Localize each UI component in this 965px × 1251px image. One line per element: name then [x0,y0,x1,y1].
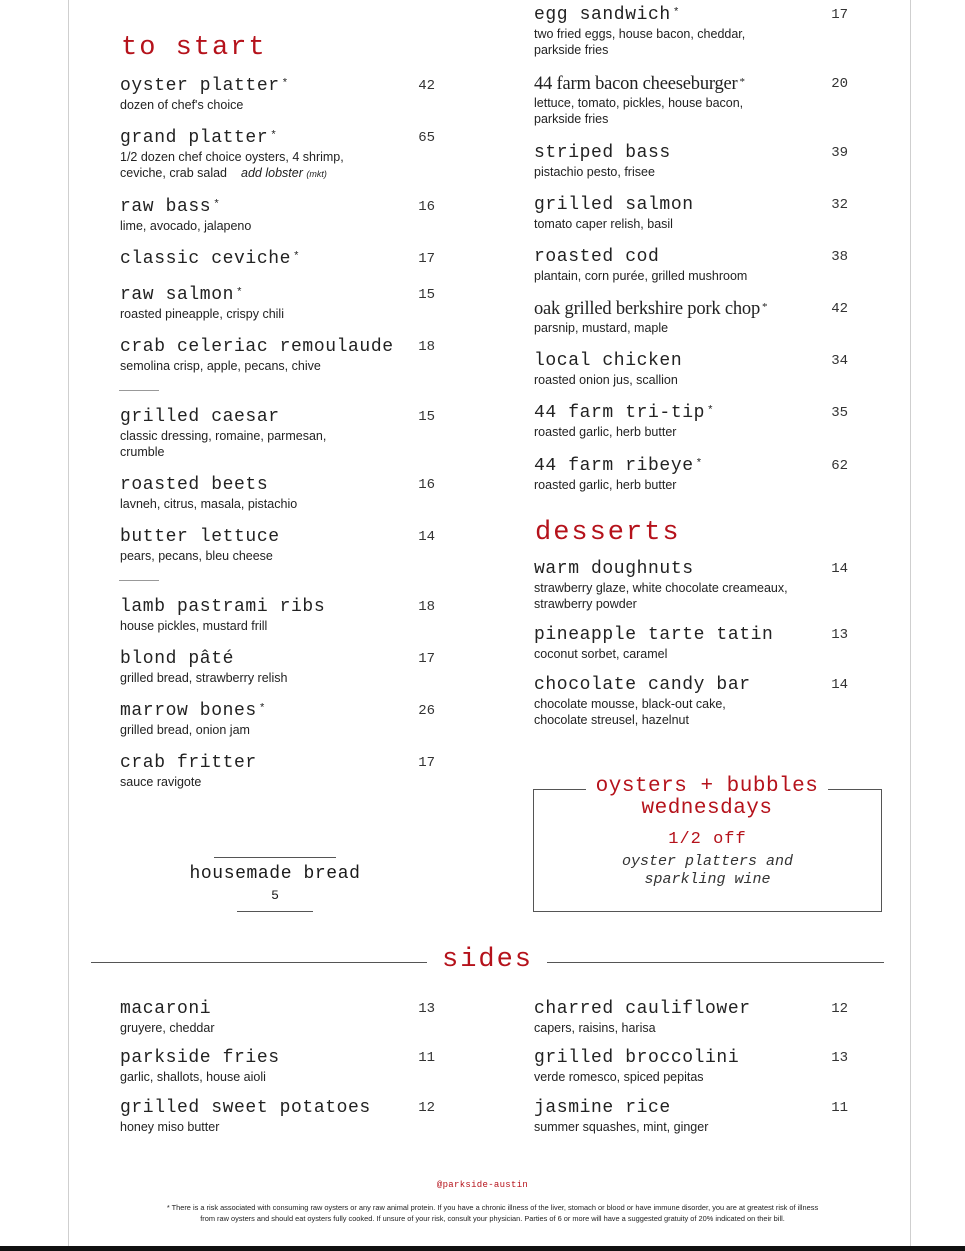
menu-item [120,407,435,460]
item-description: sauce ravigote [120,775,202,789]
item-name: raw salmon [120,285,235,305]
item-price: 14 [831,677,848,693]
item-name: oyster platter [120,76,280,96]
item-description: capers, raisins, harisa [534,1021,656,1035]
item-description: tomato caper relish, basil [534,217,673,231]
menu-item [120,701,435,738]
item-name: blond pâté [120,649,235,669]
menu-item [534,195,848,232]
item-description: summer squashes, mint, ginger [534,1120,709,1134]
item-description: strawberry glaze, white chocolate creameaux, strawberry powder [534,581,788,611]
disclaimer-line: * There is a risk associated with consuming raw oysters or any raw animal protein. If you have a chronic illness of the liver, stomach or blood or have immune disorder, you are at greatest risk of illness [166,1203,819,1212]
item-description: parsnip, mustard, maple [534,321,669,335]
item-name: marrow bones [120,701,257,721]
item-price: 65 [418,130,435,146]
section-title-desserts: desserts [535,518,681,548]
item-description: gruyere, cheddar [120,1021,215,1035]
raw-warning-star: * [707,405,715,417]
menu-item [120,76,435,113]
item-name: crab celeriac remoulaude [120,337,394,357]
item-name: local chicken [534,351,683,371]
raw-food-disclaimer [135,1202,850,1224]
item-price: 26 [418,703,435,719]
divider [119,580,159,581]
menu-item [120,197,435,234]
item-price: 15 [418,409,435,425]
item-name: grilled caesar [120,407,280,427]
raw-warning-star: * [258,703,267,715]
section-title-sides: sides [442,945,534,975]
item-price: 42 [418,78,435,94]
item-price: 32 [831,197,848,213]
item-name: grilled salmon [534,195,694,215]
item-price: 62 [831,458,848,474]
item-name: chocolate candy bar [534,675,751,695]
item-description: roasted onion jus, scallion [534,373,678,387]
item-price: 16 [418,199,435,215]
menu-item [120,475,435,512]
divider [547,962,884,963]
housemade-bread-block [150,857,400,912]
item-name: butter lettuce [120,527,280,547]
item-name: roasted beets [120,475,269,495]
item-price: 38 [831,249,848,265]
menu-item [534,5,848,58]
item-price: 18 [418,339,435,355]
divider [237,911,313,912]
item-price: 16 [418,477,435,493]
item-price: 18 [418,599,435,615]
item-name: striped bass [534,143,671,163]
menu-item [534,999,848,1036]
item-name: warm doughnuts [534,559,694,579]
promo-detail [533,853,882,889]
menu-item [534,299,848,336]
raw-warning-star: * [213,199,221,211]
item-price: 13 [831,1050,848,1066]
raw-warning-star: * [270,130,278,142]
item-name: grand platter [120,128,269,148]
menu-item [120,128,435,182]
item-price: 17 [831,7,848,23]
menu-item [120,597,435,634]
item-price: 17 [418,251,435,267]
menu-item [534,559,848,612]
promo-detail-line: sparkling wine [644,871,771,888]
item-name: parkside fries [120,1048,280,1068]
raw-warning-star: * [672,7,681,19]
item-price: 11 [831,1100,848,1116]
item-name: 44 farm ribeye [534,456,694,476]
item-description: lime, avocado, jalapeno [120,219,252,233]
item-name: egg sandwich [534,5,671,25]
menu-item [534,456,848,493]
item-description: grilled bread, strawberry relish [120,671,288,685]
item-price: 39 [831,145,848,161]
item-price: 42 [831,301,848,317]
item-name: lamb pastrami ribs [120,597,326,617]
menu-item [534,247,848,284]
item-name: 44 farm tri-tip [534,403,706,423]
menu-item [534,625,848,662]
item-price: 17 [418,651,435,667]
item-name: raw bass [120,197,212,217]
social-handle: @parkside-austin [436,1180,529,1190]
item-price: 13 [831,627,848,643]
item-name: macaroni [120,999,212,1019]
item-name: roasted cod [534,247,660,267]
promo-title-line: oysters + bubbles [595,775,819,798]
menu-item [534,1048,848,1085]
item-price: 34 [831,353,848,369]
raw-warning-star: * [739,76,745,88]
item-description: two fried eggs, house bacon, cheddar, parkside fries [534,27,746,57]
item-description: coconut sorbet, caramel [534,647,668,661]
section-title-to-start: to start [121,33,267,63]
menu-item [534,403,848,440]
divider [91,962,427,963]
item-description: chocolate mousse, black-out cake, chocolate streusel, hazelnut [534,697,726,727]
disclaimer-line: from raw oysters and should eat oysters fully cooked. If unsure of your risk, consult your physician. Parties of 6 or more will have a suggested gratuity of 20% indicated on their bill. [200,1214,785,1223]
item-description: 1/2 dozen chef choice oysters, 4 shrimp, ceviche, crab salad add lobster (mkt) [120,150,344,180]
item-description: roasted garlic, herb butter [534,478,677,492]
item-description: lettuce, tomato, pickles, house bacon, parkside fries [534,96,744,126]
bottom-edge-bar [0,1246,965,1251]
item-description: pears, pecans, bleu cheese [120,549,273,563]
menu-item [120,337,435,374]
raw-warning-star: * [762,301,768,313]
item-name: 44 farm bacon cheeseburger [534,74,738,94]
item-description: classic dressing, romaine, parmesan, crumble [120,429,327,459]
raw-warning-star: * [281,78,289,90]
item-name: jasmine rice [534,1098,671,1118]
item-description: garlic, shallots, house aioli [120,1070,266,1084]
bread-price: 5 [271,888,279,903]
promo-offer: 1/2 off [668,830,747,849]
item-price: 17 [418,755,435,771]
addon-text: add lobster (mkt) [241,166,327,180]
item-name: classic ceviche [120,249,292,269]
page-border-left [68,0,69,1251]
menu-item [534,675,848,728]
promo-title-line: wednesdays [641,797,773,820]
page-border-right [910,0,911,1251]
item-name: pineapple tarte tatin [534,625,774,645]
item-description: honey miso butter [120,1120,220,1134]
item-description: semolina crisp, apple, pecans, chive [120,359,321,373]
menu-item [534,74,848,127]
item-name: grilled sweet potatoes [120,1098,371,1118]
item-price: 15 [418,287,435,303]
divider [119,390,159,391]
menu-item [120,1098,435,1135]
menu-item [534,351,848,388]
menu-item [120,1048,435,1085]
item-name: crab fritter [120,753,257,773]
menu-item [120,649,435,686]
raw-warning-star: * [236,287,244,299]
item-description: dozen of chef's choice [120,98,244,112]
item-price: 12 [831,1001,848,1017]
item-price: 20 [831,76,848,92]
menu-item [120,753,435,790]
menu-item [120,527,435,564]
divider [214,857,336,858]
item-description: roasted pineapple, crispy chili [120,307,284,321]
item-name: charred cauliflower [534,999,751,1019]
item-description: plantain, corn purée, grilled mushroom [534,269,748,283]
item-price: 14 [418,529,435,545]
menu-item [534,1098,848,1135]
item-name: oak grilled berkshire pork chop [534,299,761,319]
item-price: 13 [418,1001,435,1017]
promo-title [586,776,828,820]
item-description: roasted garlic, herb butter [534,425,677,439]
item-price: 14 [831,561,848,577]
item-price: 12 [418,1100,435,1116]
promo-detail-line: oyster platters and [621,853,794,870]
item-description: verde romesco, spiced pepitas [534,1070,704,1084]
raw-warning-star: * [293,251,301,263]
item-price: 11 [418,1050,435,1066]
menu-item [120,999,435,1036]
item-description: house pickles, mustard frill [120,619,268,633]
menu-item [120,249,435,269]
item-description: pistachio pesto, frisee [534,165,655,179]
bread-name: housemade bread [189,864,361,884]
item-description: grilled bread, onion jam [120,723,250,737]
item-price: 35 [831,405,848,421]
menu-item [120,285,435,322]
item-description: lavneh, citrus, masala, pistachio [120,497,298,511]
menu-item [534,143,848,180]
raw-warning-star: * [695,458,703,470]
item-name: grilled broccolini [534,1048,740,1068]
